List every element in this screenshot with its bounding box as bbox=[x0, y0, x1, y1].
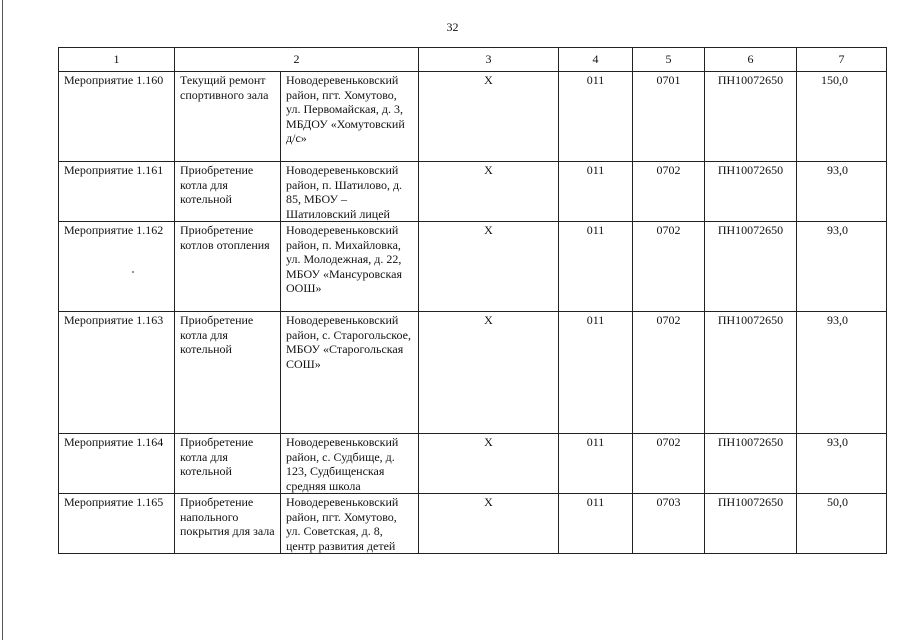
col3-cell: Х bbox=[419, 222, 559, 312]
name-cell: Приобретение котла для котельной bbox=[175, 434, 281, 494]
event-cell: Мероприятие 1.164 bbox=[59, 434, 175, 494]
col4-cell: 011 bbox=[559, 72, 633, 162]
col3-cell: Х bbox=[419, 434, 559, 494]
event-cell: Мероприятие 1.160 bbox=[59, 72, 175, 162]
col7-cell: 93,0 bbox=[797, 312, 887, 434]
location-cell: Новодеревеньковский район, с. Старогольское, МБОУ «Старогольская СОШ» bbox=[281, 312, 419, 434]
table-row bbox=[59, 162, 887, 222]
table-row bbox=[59, 72, 887, 162]
col5-cell: 0701 bbox=[633, 72, 705, 162]
col5-cell: 0702 bbox=[633, 434, 705, 494]
col5-cell: 0702 bbox=[633, 162, 705, 222]
col4-cell: 011 bbox=[559, 494, 633, 554]
col7-cell: 93,0 bbox=[797, 162, 887, 222]
col5-cell: 0702 bbox=[633, 222, 705, 312]
table-row bbox=[59, 222, 887, 312]
name-cell: Текущий ремонт спортивного зала bbox=[175, 72, 281, 162]
col7-cell: 93,0 bbox=[797, 222, 887, 312]
col7-cell: 50,0 bbox=[797, 494, 887, 554]
name-cell: Приобретение напольного покрытия для зала bbox=[175, 494, 281, 554]
col4-cell: 011 bbox=[559, 312, 633, 434]
header-col-2: 2 bbox=[175, 48, 419, 72]
col4-cell: 011 bbox=[559, 222, 633, 312]
table-row bbox=[59, 434, 887, 494]
header-col-5: 5 bbox=[633, 48, 705, 72]
event-cell: Мероприятие 1.165 bbox=[59, 494, 175, 554]
page-left-edge bbox=[2, 0, 3, 640]
name-cell: Приобретение котла для котельной bbox=[175, 162, 281, 222]
col6-cell: ПН10072650 bbox=[705, 162, 797, 222]
location-cell: Новодеревеньковский район, пгт. Хомутово, ул. Первомайская, д. 3, МБДОУ «Хомутовский д/с» bbox=[281, 72, 419, 162]
name-cell: Приобретение котла для котельной bbox=[175, 312, 281, 434]
col7-cell: 150,0 bbox=[797, 72, 887, 162]
col3-cell: Х bbox=[419, 312, 559, 434]
col7-cell: 93,0 bbox=[797, 434, 887, 494]
col4-cell: 011 bbox=[559, 162, 633, 222]
col3-cell: Х bbox=[419, 162, 559, 222]
col3-cell: Х bbox=[419, 72, 559, 162]
location-cell: Новодеревеньковский район, пгт. Хомутово, ул. Советская, д. 8, центр развития детей bbox=[281, 494, 419, 554]
header-col-7: 7 bbox=[797, 48, 887, 72]
col6-cell: ПН10072650 bbox=[705, 312, 797, 434]
name-cell: Приобретение котлов отопления bbox=[175, 222, 281, 312]
col6-cell: ПН10072650 bbox=[705, 222, 797, 312]
page-number: 32 bbox=[446, 20, 459, 34]
location-cell: Новодеревеньковский район, п. Шатилово, д. 85, МБОУ – Шатиловский лицей bbox=[281, 162, 419, 222]
event-cell: Мероприятие 1.161 bbox=[59, 162, 175, 222]
location-cell: Новодеревеньковский район, п. Михайловка, ул. Молодежная, д. 22, МБОУ «Мансуровская ООШ» bbox=[281, 222, 419, 312]
event-cell: Мероприятие 1.163 bbox=[59, 312, 175, 434]
header-row bbox=[59, 48, 887, 72]
header-col-6: 6 bbox=[705, 48, 797, 72]
col6-cell: ПН10072650 bbox=[705, 434, 797, 494]
header-col-4: 4 bbox=[559, 48, 633, 72]
col5-cell: 0702 bbox=[633, 312, 705, 434]
col4-cell: 011 bbox=[559, 434, 633, 494]
location-cell: Новодеревеньковский район, с. Судбище, д. 123, Судбищенская средняя школа bbox=[281, 434, 419, 494]
header-col-3: 3 bbox=[419, 48, 559, 72]
table-row bbox=[59, 494, 887, 554]
col5-cell: 0703 bbox=[633, 494, 705, 554]
budget-table bbox=[58, 47, 887, 554]
event-cell: Мероприятие 1.162 bbox=[59, 222, 175, 312]
header-col-1: 1 bbox=[59, 48, 175, 72]
table-row bbox=[59, 312, 887, 434]
col6-cell: ПН10072650 bbox=[705, 494, 797, 554]
col6-cell: ПН10072650 bbox=[705, 72, 797, 162]
col3-cell: Х bbox=[419, 494, 559, 554]
